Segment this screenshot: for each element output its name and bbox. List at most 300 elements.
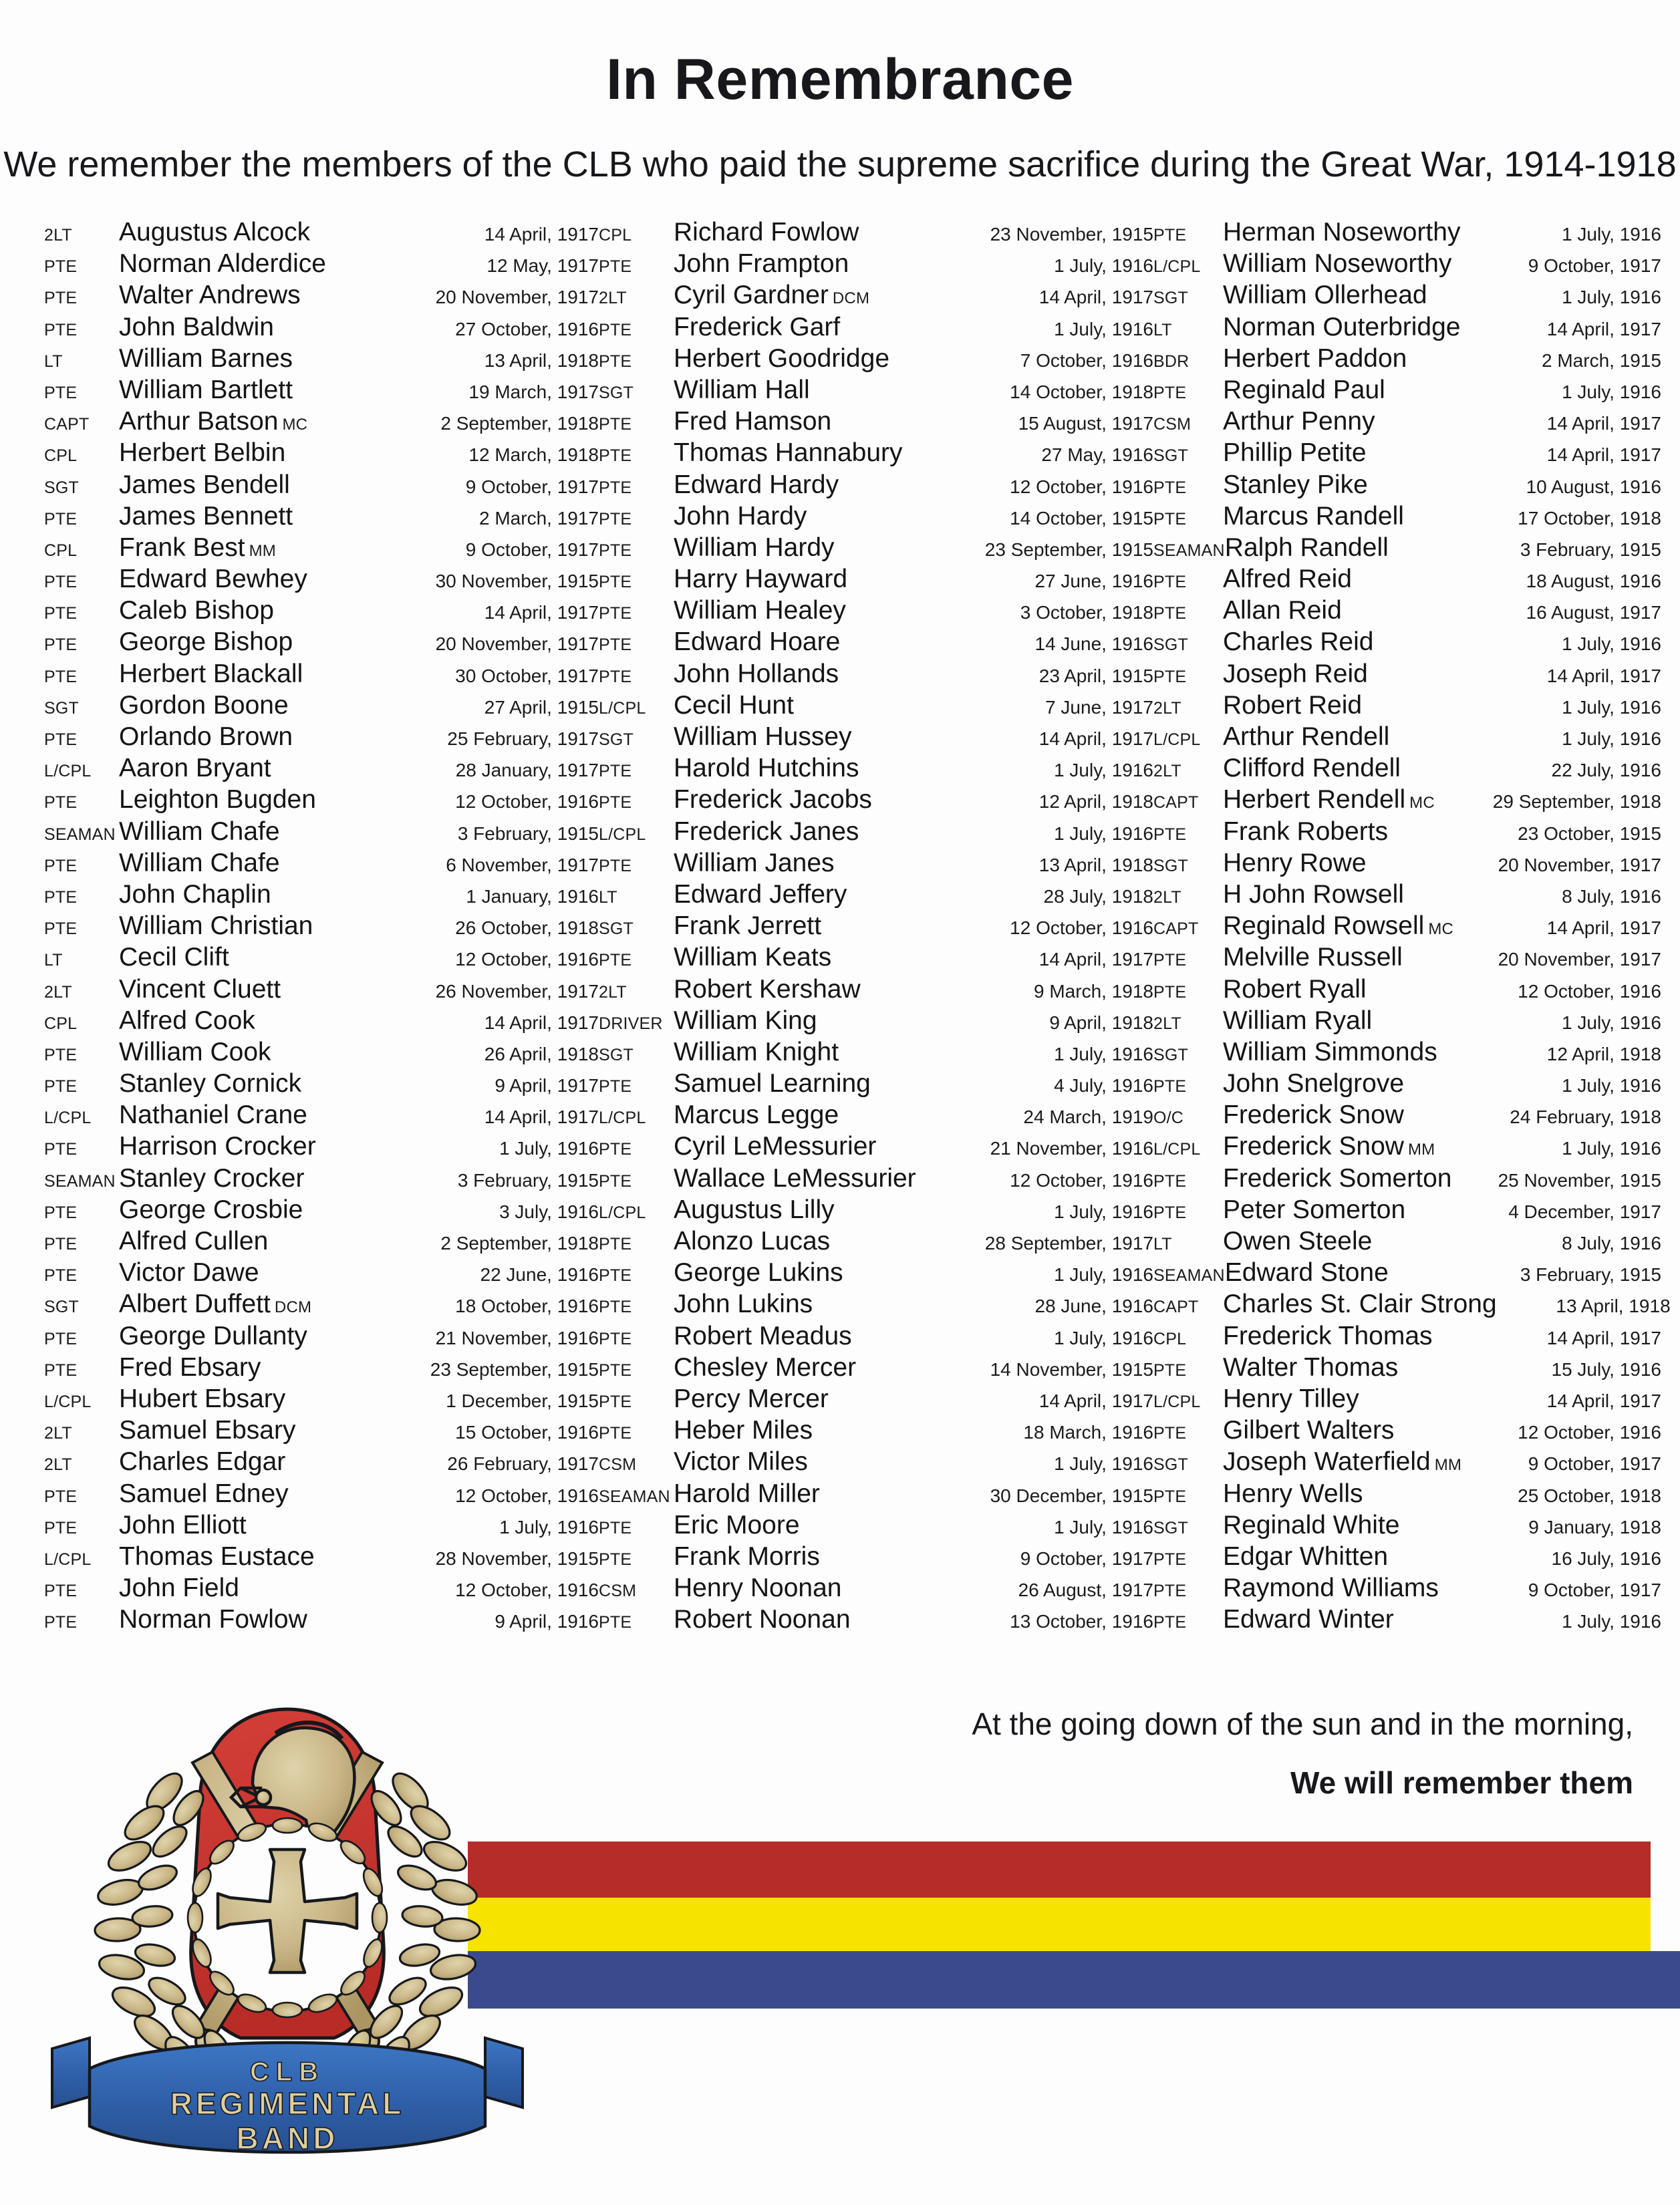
entry-rank: SGT — [1153, 289, 1188, 308]
roll-entry — [599, 563, 1153, 595]
entry-date: 7 June, 1917 — [1045, 696, 1153, 718]
roll-entry — [599, 437, 1153, 468]
entry-rank: SGT — [44, 698, 79, 718]
entry-rank: PTE — [44, 730, 78, 749]
entry-name — [119, 1288, 410, 1323]
entry-name — [1223, 311, 1488, 343]
entry-date: 26 November, 1917 — [435, 980, 599, 1002]
entry-rank: PTE — [44, 1518, 78, 1537]
entry-name — [674, 343, 965, 374]
entry-name-text: William Hall — [674, 375, 810, 404]
entry-rank: SGT — [1153, 446, 1188, 466]
entry-name-text: Frank Morris — [674, 1541, 820, 1571]
entry-rank: CSM — [599, 1455, 637, 1475]
entry-date: 3 February, 1915 — [457, 1169, 599, 1191]
entry-name — [1223, 1036, 1488, 1068]
entry-date: 12 October, 1916 — [455, 949, 599, 970]
entry-rank: CSM — [1153, 415, 1192, 434]
entry-name-text: Henry Rowe — [1223, 848, 1367, 877]
roll-entry — [599, 1320, 1153, 1352]
entry-rank: PTE — [599, 541, 632, 560]
entry-name — [119, 941, 410, 973]
roll-entry — [44, 1288, 599, 1320]
entry-name-text: Arthur Batson — [119, 407, 279, 436]
entry-date: 9 April, 1916 — [495, 1611, 599, 1632]
entry-name-text: Henry Tilley — [1223, 1384, 1359, 1413]
entry-rank: BDR — [1153, 351, 1189, 371]
entry-name — [1223, 1478, 1488, 1509]
entry-rank: L/CPL — [599, 825, 646, 844]
entry-name-text: Henry Noonan — [674, 1574, 842, 1603]
entry-name-text: Edgar Whitten — [1223, 1541, 1389, 1571]
entry-rank: PTE — [599, 573, 632, 592]
entry-name — [674, 1478, 965, 1509]
entry-date: 1 July, 1916 — [1054, 760, 1153, 781]
entry-date: 8 July, 1916 — [1562, 885, 1661, 907]
entry-name — [1223, 469, 1488, 500]
entry-date: 30 October, 1917 — [455, 665, 599, 686]
entry-date: 1 July, 1916 — [1054, 1453, 1153, 1475]
roll-entry — [44, 248, 599, 279]
entry-rank: DRIVER — [599, 1014, 663, 1033]
entry-name — [119, 1068, 410, 1099]
entry-name-text: Victor Dawe — [119, 1258, 259, 1288]
remembrance-quote — [764, 1705, 1633, 1802]
entry-rank: SEAMAN — [599, 1487, 670, 1506]
entry-date: 14 November, 1915 — [990, 1358, 1153, 1380]
entry-name-text: Herbert Goodridge — [674, 343, 890, 373]
entry-rank: PTE — [599, 1171, 632, 1191]
entry-name-text: Reginald Paul — [1223, 375, 1385, 404]
entry-name-text: William Christian — [119, 911, 313, 941]
entry-name — [674, 1415, 965, 1446]
entry-rank: PTE — [1153, 951, 1187, 970]
entry-rank: PTE — [1153, 573, 1187, 592]
entry-name — [119, 879, 410, 910]
roll-entry — [599, 752, 1153, 784]
entry-date: 13 October, 1916 — [1010, 1611, 1153, 1632]
entry-rank: 2LT — [44, 226, 72, 245]
entry-rank: PTE — [599, 856, 632, 875]
entry-rank: PTE — [44, 604, 78, 623]
entry-date: 26 August, 1917 — [1018, 1580, 1153, 1601]
roll-entry — [44, 1383, 599, 1415]
roll-entry — [599, 1163, 1153, 1194]
roll-entry — [1153, 532, 1661, 563]
entry-name-text: Raymond Williams — [1223, 1574, 1439, 1603]
entry-date: 4 December, 1917 — [1508, 1201, 1661, 1222]
roll-entry — [599, 1415, 1153, 1446]
entry-name-text: Alfred Cook — [119, 1006, 255, 1035]
entry-date: 14 April, 1917 — [1546, 413, 1661, 434]
entry-date: 2 March, 1917 — [479, 507, 599, 529]
entry-name-text: James Bennett — [119, 501, 293, 531]
roll-entry — [599, 721, 1153, 752]
roll-entry — [44, 1509, 599, 1541]
entry-name-text: Charles St. Clair Strong — [1223, 1290, 1497, 1319]
page-subtitle: We remember the members of the CLB who paid the supreme sacrifice during the Great War, 1914-1918 — [3, 144, 1677, 184]
badge-scroll — [52, 2038, 523, 2156]
entry-date: 27 April, 1915 — [484, 696, 599, 718]
entry-rank: SEAMAN — [1153, 541, 1225, 560]
entry-date: 14 April, 1917 — [1546, 917, 1661, 939]
roll-entry — [599, 343, 1153, 374]
roll-entry — [44, 343, 599, 374]
roll-of-honour — [0, 216, 1680, 1635]
entry-name — [1223, 1163, 1488, 1194]
entry-honour: DCM — [274, 1298, 312, 1317]
roll-entry — [1153, 311, 1661, 343]
entry-name-text: Victor Miles — [674, 1447, 808, 1477]
entry-date: 9 April, 1918 — [1049, 1012, 1153, 1033]
entry-date: 3 February, 1915 — [1520, 1264, 1661, 1286]
entry-name-text: Frederick Jacobs — [674, 785, 872, 815]
entry-name — [674, 690, 965, 721]
entry-date: 20 November, 1917 — [1498, 854, 1661, 875]
roll-entry — [1153, 343, 1661, 374]
entry-name — [1223, 910, 1488, 945]
entry-date: 12 October, 1916 — [1010, 1169, 1153, 1191]
entry-date: 21 November, 1916 — [990, 1138, 1153, 1159]
entry-date: 28 November, 1915 — [435, 1548, 599, 1569]
entry-name-text: Joseph Waterfield — [1223, 1447, 1431, 1477]
roll-entry — [44, 910, 599, 941]
entry-name — [1223, 690, 1488, 721]
entry-name — [1223, 658, 1488, 690]
entry-name-text: Robert Meadus — [674, 1321, 852, 1350]
entry-name-text: George Bishop — [119, 627, 293, 657]
roll-entry — [1153, 847, 1661, 879]
entry-name-text: William Knight — [674, 1037, 839, 1066]
entry-rank: CPL — [599, 226, 632, 245]
entry-rank: L/CPL — [1153, 1392, 1201, 1411]
entry-name-text: Richard Fowlow — [674, 218, 859, 247]
roll-entry — [1153, 469, 1661, 500]
entry-name — [1223, 784, 1486, 819]
entry-name-text: Marcus Randell — [1223, 501, 1404, 531]
entry-rank: PTE — [1153, 825, 1187, 844]
entry-name-text: Allan Reid — [1223, 596, 1342, 625]
entry-name — [674, 1509, 965, 1541]
entry-name-text: Robert Reid — [1223, 690, 1363, 720]
roll-entry — [599, 1509, 1153, 1541]
entry-name-text: John Lukins — [674, 1290, 813, 1319]
entry-name — [674, 437, 965, 468]
entry-name — [1223, 879, 1488, 910]
entry-date: 1 July, 1916 — [1562, 1138, 1661, 1159]
entry-name — [119, 1572, 410, 1604]
entry-name — [119, 311, 410, 343]
entry-name — [674, 374, 965, 406]
entry-rank: PTE — [599, 1518, 632, 1537]
entry-name — [1223, 974, 1488, 1005]
entry-rank: PTE — [44, 635, 78, 655]
entry-name — [674, 595, 965, 626]
entry-rank: PTE — [44, 1077, 78, 1096]
entry-date: 9 October, 1917 — [1020, 1548, 1153, 1569]
roll-entry — [1153, 816, 1661, 847]
entry-name-text: Stanley Cornick — [119, 1069, 302, 1098]
entry-name — [674, 1541, 965, 1572]
entry-rank: 2LT — [599, 982, 627, 1002]
entry-rank: PTE — [599, 1298, 632, 1317]
entry-rank: PTE — [599, 1140, 632, 1159]
entry-name — [674, 879, 965, 910]
roll-entry — [1153, 1478, 1661, 1509]
entry-rank: O/C — [1153, 1109, 1184, 1128]
entry-name — [119, 974, 410, 1005]
entry-date: 23 November, 1915 — [990, 224, 1153, 245]
entry-date: 20 November, 1917 — [1498, 949, 1661, 970]
entry-name — [1225, 532, 1488, 563]
entry-rank: SGT — [1153, 856, 1188, 875]
entry-name-text: Harrison Crocker — [119, 1132, 316, 1161]
entry-name — [674, 469, 965, 500]
entry-name-text: Albert Duffett — [119, 1290, 271, 1319]
roll-entry — [599, 1572, 1153, 1604]
entry-name — [674, 1194, 965, 1225]
badge-text-clb: CLB — [249, 2057, 325, 2087]
roll-entry — [599, 784, 1153, 815]
roll-entry — [1153, 1068, 1661, 1099]
entry-date: 1 July, 1916 — [1562, 1012, 1661, 1033]
entry-date: 1 July, 1916 — [1562, 728, 1661, 749]
roll-entry — [599, 941, 1153, 973]
entry-rank: PTE — [44, 509, 78, 529]
entry-date: 23 September, 1915 — [984, 539, 1153, 560]
entry-name — [674, 752, 965, 784]
roll-entry — [599, 879, 1153, 910]
entry-name-text: Caleb Bishop — [119, 596, 274, 625]
entry-date: 27 October, 1916 — [455, 318, 599, 339]
roll-entry — [599, 1604, 1153, 1635]
entry-name — [674, 1131, 965, 1162]
entry-name — [119, 279, 410, 311]
entry-date: 12 October, 1916 — [455, 1485, 599, 1506]
entry-name — [674, 311, 965, 343]
entry-date: 1 July, 1916 — [1562, 1611, 1661, 1632]
entry-rank: PTE — [599, 635, 632, 655]
roll-entry — [599, 279, 1153, 311]
clb-regimental-band-badge — [40, 1677, 535, 2185]
entry-date: 27 June, 1916 — [1034, 571, 1153, 592]
roll-entry — [44, 784, 599, 815]
entry-rank: L/CPL — [44, 762, 92, 781]
entry-name-text: Frederick Snow — [1223, 1100, 1404, 1130]
entry-name-text: William Noseworthy — [1223, 249, 1452, 279]
roll-entry — [44, 1225, 599, 1257]
entry-name — [674, 1352, 965, 1383]
entry-name — [119, 1541, 410, 1572]
entry-date: 19 March, 1917 — [468, 381, 599, 402]
roll-entry — [1153, 1005, 1661, 1036]
entry-name — [1223, 752, 1488, 784]
entry-date: 2 September, 1918 — [440, 1233, 599, 1254]
entry-rank: PTE — [1153, 1582, 1187, 1601]
entry-name-text: H John Rowsell — [1223, 879, 1404, 909]
entry-date: 3 July, 1916 — [499, 1201, 599, 1222]
entry-name — [119, 1415, 410, 1446]
entry-name — [674, 563, 965, 595]
entry-date: 24 March, 1919 — [1023, 1107, 1153, 1128]
roll-entry — [44, 500, 599, 532]
entry-rank: L/CPL — [599, 1203, 646, 1222]
entry-name — [1223, 1131, 1488, 1165]
entry-date: 14 April, 1917 — [484, 224, 599, 245]
entry-rank: PTE — [599, 415, 632, 434]
entry-rank: PTE — [599, 1235, 632, 1254]
entry-name — [119, 1131, 410, 1162]
entry-rank: L/CPL — [1153, 1140, 1201, 1159]
entry-name-text: Eric Moore — [674, 1510, 800, 1539]
entry-date: 25 November, 1915 — [1498, 1169, 1661, 1191]
entry-name-text: Herman Noseworthy — [1223, 218, 1461, 247]
entry-rank: PTE — [1153, 1550, 1187, 1569]
entry-name — [674, 784, 965, 815]
entry-date: 4 July, 1916 — [1054, 1075, 1153, 1096]
entry-name — [119, 847, 410, 879]
entry-date: 1 December, 1915 — [446, 1390, 599, 1411]
entry-name — [1223, 1225, 1488, 1257]
entry-name — [119, 500, 410, 532]
entry-name — [674, 1068, 965, 1099]
entry-rank: PTE — [44, 887, 78, 907]
entry-rank: 2LT — [1153, 762, 1181, 781]
entry-name-text: Edward Hardy — [674, 470, 839, 499]
entry-name — [1223, 437, 1488, 468]
entry-name-text: George Lukins — [674, 1258, 843, 1288]
entry-rank: LT — [1153, 1235, 1172, 1254]
entry-rank: L/CPL — [1153, 257, 1201, 277]
entry-rank: PTE — [599, 793, 632, 813]
quote-line-1: At the going down of the sun and in the morning, — [972, 1707, 1633, 1741]
entry-rank: PTE — [44, 793, 78, 813]
entry-name-text: Cyril LeMessurier — [674, 1132, 877, 1161]
roll-entry — [599, 974, 1153, 1005]
roll-entry — [44, 279, 599, 311]
entry-name-text: Aaron Bryant — [119, 754, 271, 783]
entry-rank: L/CPL — [44, 1392, 92, 1411]
entry-rank: 2LT — [599, 289, 627, 308]
entry-name — [674, 1446, 965, 1477]
entry-rank: PTE — [599, 320, 632, 339]
entry-name — [1223, 1320, 1488, 1352]
entry-rank: PTE — [599, 1266, 632, 1286]
entry-name — [674, 721, 965, 752]
roll-entry — [44, 406, 599, 437]
entry-rank: CSM — [599, 1582, 637, 1601]
entry-name — [1223, 343, 1488, 374]
entry-rank: LT — [44, 351, 63, 371]
entry-name-text: Arthur Penny — [1223, 407, 1375, 436]
entry-date: 1 July, 1916 — [1562, 381, 1661, 402]
entry-name-text: Phillip Petite — [1223, 438, 1367, 468]
entry-name — [119, 1163, 410, 1194]
entry-name-text: Fred Ebsary — [119, 1352, 261, 1382]
entry-rank: L/CPL — [44, 1109, 92, 1128]
roll-entry — [44, 941, 599, 973]
entry-name-text: Henry Wells — [1223, 1479, 1363, 1508]
entry-date: 15 July, 1916 — [1551, 1358, 1661, 1380]
entry-name-text: Walter Thomas — [1223, 1352, 1399, 1382]
entry-name-text: William Chafe — [119, 848, 280, 877]
roll-column-1 — [44, 216, 599, 1635]
entry-name — [119, 532, 410, 567]
entry-date: 14 October, 1918 — [1010, 381, 1153, 402]
entry-name — [119, 1257, 410, 1288]
entry-honour: MM — [1407, 1141, 1435, 1159]
entry-rank: 2LT — [44, 982, 72, 1002]
entry-date: 12 March, 1918 — [468, 444, 599, 466]
entry-name-text: John Field — [119, 1574, 239, 1603]
roll-entry — [44, 1320, 599, 1352]
entry-name — [119, 816, 410, 847]
roll-entry — [1153, 1352, 1661, 1383]
entry-name — [1223, 1352, 1488, 1383]
entry-rank: SGT — [599, 383, 634, 402]
entry-date: 26 February, 1917 — [447, 1453, 599, 1475]
entry-date: 28 September, 1917 — [984, 1233, 1153, 1254]
entry-date: 14 October, 1915 — [1010, 507, 1153, 529]
entry-date: 26 April, 1918 — [484, 1043, 599, 1064]
entry-date: 29 September, 1918 — [1492, 791, 1661, 813]
roll-entry — [44, 1194, 599, 1225]
entry-rank: LT — [44, 951, 63, 970]
entry-rank: CPL — [44, 446, 78, 466]
entry-date: 23 September, 1915 — [430, 1358, 599, 1380]
entry-name — [674, 816, 965, 847]
entry-rank: PTE — [44, 1266, 78, 1286]
roll-entry — [1153, 974, 1661, 1005]
entry-rank: CAPT — [1153, 919, 1199, 939]
entry-name-text: Robert Kershaw — [674, 974, 861, 1004]
entry-date: 23 April, 1915 — [1038, 665, 1153, 686]
entry-rank: PTE — [599, 1077, 632, 1096]
entry-name — [1223, 721, 1488, 752]
entry-name-text: Augustus Alcock — [119, 218, 311, 247]
roll-entry — [1153, 910, 1661, 941]
roll-entry — [599, 690, 1153, 721]
entry-rank: SEAMAN — [44, 1171, 116, 1191]
ribbon-stripe-yellow — [468, 1898, 1651, 1951]
entry-date: 13 April, 1918 — [484, 349, 599, 371]
entry-date: 1 July, 1916 — [499, 1138, 599, 1159]
entry-name — [119, 1036, 410, 1068]
entry-name-text: William Cook — [119, 1037, 271, 1066]
entry-name-text: Walter Andrews — [119, 281, 301, 310]
entry-date: 9 October, 1917 — [465, 539, 599, 560]
entry-name — [119, 1225, 410, 1257]
entry-date: 1 July, 1916 — [1562, 696, 1661, 718]
entry-name-text: John Elliott — [119, 1510, 247, 1539]
entry-name — [1223, 248, 1488, 279]
roll-entry — [1153, 374, 1661, 406]
entry-name — [119, 1509, 410, 1541]
entry-rank: SGT — [44, 478, 79, 497]
entry-name-text: Norman Outerbridge — [1223, 312, 1461, 341]
roll-entry — [44, 1005, 599, 1036]
entry-name-text: Robert Ryall — [1223, 974, 1367, 1004]
entry-date: 1 July, 1916 — [1054, 1264, 1153, 1286]
roll-entry — [1153, 1572, 1661, 1604]
entry-date: 1 July, 1916 — [1054, 823, 1153, 844]
roll-entry — [1153, 1383, 1661, 1415]
entry-name — [119, 1383, 410, 1415]
entry-rank: LT — [599, 887, 617, 907]
entry-rank: SGT — [1153, 1045, 1188, 1064]
roll-entry — [44, 1068, 599, 1099]
entry-date: 18 October, 1916 — [455, 1296, 599, 1317]
